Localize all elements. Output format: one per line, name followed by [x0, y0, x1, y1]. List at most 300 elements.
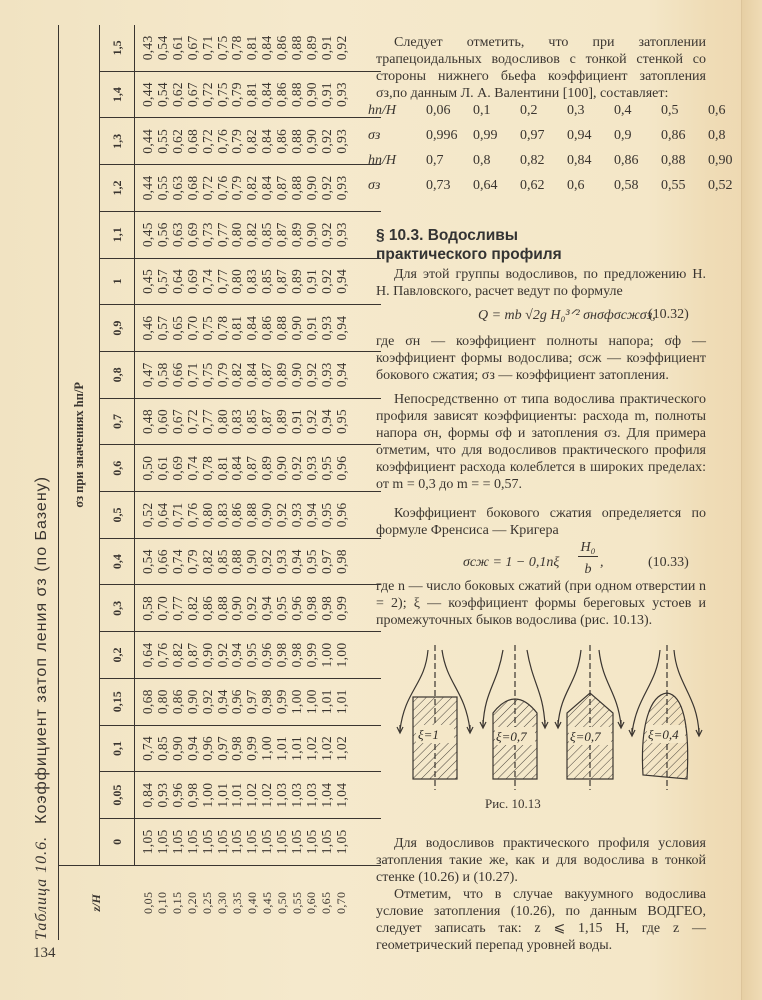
valentini-table	[368, 98, 755, 198]
valentini-cell: 0,97	[520, 127, 545, 143]
table-cell: 0,92	[244, 595, 260, 621]
table-cell: 0,99	[303, 642, 319, 668]
table-cell: 0,75	[214, 82, 230, 108]
table-cell: 1,01	[214, 782, 230, 808]
table-cell: 0,77	[169, 595, 185, 621]
valentini-cell: 0,55	[661, 177, 686, 193]
table-cell: 0,61	[154, 455, 170, 481]
table-cell: 0,75	[199, 315, 215, 341]
valentini-cell: 0,2	[520, 102, 538, 118]
valentini-cell: 0,5	[661, 102, 679, 118]
table-cell: 1,05	[303, 829, 319, 855]
table-cell: 0,88	[289, 35, 305, 61]
table-cell: 0,83	[244, 269, 260, 294]
hp-column-header: 0	[100, 819, 135, 866]
table-cell: 0,71	[169, 502, 185, 528]
table-cell: 0,83	[229, 409, 245, 434]
table-cell: 0,98	[274, 642, 290, 668]
table-cell: 1,01	[333, 689, 349, 715]
table-cell: 0,90	[244, 549, 260, 575]
table-cell: 0,78	[229, 35, 245, 61]
table-cell: 0,79	[214, 362, 230, 388]
formula-10-33-left: σсж = 1 − 0,1nξ	[463, 555, 560, 570]
hp-column-header: 0,8	[100, 351, 135, 398]
table-cell: 0,88	[289, 175, 305, 201]
hp-values-column	[135, 305, 382, 352]
pier-shape-coefficient-label: ξ=0,7	[570, 729, 601, 744]
table-cell: 0,54	[140, 549, 155, 575]
table-cell: 0,47	[140, 362, 155, 388]
table-cell: 0,44	[140, 82, 155, 108]
formula-10-33-number: (10.33)	[648, 555, 689, 570]
table-cell: 0,96	[333, 502, 349, 528]
table-cell: 0,95	[274, 595, 290, 621]
table-cell: 0,73	[199, 222, 215, 248]
zH-value: 0,60	[304, 891, 319, 914]
hp-column-header: 1,1	[100, 211, 135, 258]
hp-values-column	[135, 492, 382, 539]
valentini-cell: 0,3	[567, 102, 585, 118]
table-cell: 0,88	[244, 502, 260, 528]
table-cell: 0,92	[259, 549, 275, 575]
table-cell: 0,82	[244, 222, 260, 248]
zH-value: 0,10	[155, 891, 170, 914]
table-cell: 0,97	[318, 549, 334, 575]
table-cell: 0,87	[184, 642, 200, 668]
table-cell: 0,94	[318, 409, 334, 434]
flooding-coefficient-table	[58, 25, 381, 940]
table-cell: 1,05	[289, 829, 305, 855]
valentini-cell: 0,7	[426, 152, 444, 168]
table-cell: 0,88	[274, 315, 290, 341]
table-cell: 1,00	[303, 689, 319, 715]
zH-value: 0,35	[229, 891, 244, 914]
group-header: σз при значениях hп/P	[59, 25, 100, 865]
hp-values-column	[135, 398, 382, 445]
table-cell: 0,96	[199, 736, 215, 761]
table-cell: 0,98	[184, 782, 200, 808]
table-cell: 0,94	[214, 689, 230, 715]
table-cell: 1,01	[289, 736, 305, 761]
table-cell: 0,88	[289, 128, 305, 154]
table-cell: 0,92	[318, 175, 334, 201]
table-cell: 1,00	[318, 642, 334, 668]
table-cell: 0,64	[154, 502, 170, 528]
table-cell: 1,05	[140, 829, 155, 855]
table-cell: 0,81	[214, 455, 230, 481]
valentini-cell: 0,52	[708, 177, 733, 193]
paragraph-valentini-intro: Следует отметить, что при затоплении трапецоидальных водосливов с тонкой стенкой со стороны нижнего бьефа коэффициент затопления σз,по данным Л. А. Валентини [100], составляет:	[376, 35, 706, 101]
table-cell: 0,48	[140, 409, 155, 434]
table-cell: 1,00	[289, 689, 305, 715]
table-cell: 0,98	[259, 689, 275, 715]
table-cell: 1,05	[199, 829, 215, 855]
hp-column-header: 0,2	[100, 632, 135, 679]
table-cell: 0,81	[244, 82, 260, 108]
table-cell: 0,98	[229, 736, 245, 761]
table-cell: 0,86	[169, 689, 185, 715]
table-cell: 0,92	[318, 128, 334, 154]
table-cell: 0,84	[244, 315, 260, 341]
hp-column-header: 0,05	[100, 772, 135, 819]
table-cell: 0,62	[169, 82, 185, 108]
valentini-cell: 0,99	[473, 127, 498, 143]
hp-values-column	[135, 71, 382, 118]
table-cell: 0,57	[154, 315, 170, 341]
table-cell: 0,89	[259, 455, 275, 481]
table-cell: 0,87	[244, 455, 260, 481]
table-cell: 0,65	[169, 315, 185, 341]
hp-values-column	[135, 678, 382, 725]
table-cell: 0,84	[229, 455, 245, 481]
table-cell: 1,01	[274, 736, 290, 761]
hp-values-column	[135, 538, 382, 585]
table-cell: 0,93	[274, 549, 290, 575]
table-cell: 0,90	[303, 128, 319, 154]
table-cell: 0,90	[229, 595, 245, 621]
table-cell: 0,80	[199, 502, 215, 528]
table-cell: 0,46	[140, 315, 155, 341]
table-cell: 0,63	[169, 222, 185, 248]
hp-values-column	[135, 211, 382, 258]
table-cell: 0,84	[259, 175, 275, 201]
table-cell: 0,66	[169, 362, 185, 388]
valentini-cell: 0,06	[426, 102, 451, 118]
zH-value: 0,30	[215, 891, 230, 914]
valentini-cell: 0,88	[661, 152, 686, 168]
table-cell: 1,04	[318, 782, 334, 808]
table-cell: 0,80	[214, 409, 230, 434]
table-cell: 0,76	[154, 642, 170, 668]
section-heading	[376, 226, 676, 264]
table-cell: 0,93	[333, 222, 349, 248]
table-cell: 1,00	[333, 642, 349, 668]
table-cell: 0,93	[333, 128, 349, 154]
zH-value: 0,05	[140, 891, 155, 914]
table-cell: 1,00	[259, 736, 275, 761]
table-cell: 0,96	[169, 782, 185, 808]
table-cell: 0,72	[199, 175, 215, 201]
section-heading-line2: практического профиля	[376, 246, 562, 263]
valentini-cell: 0,8	[708, 127, 726, 143]
zH-value: 0,45	[259, 891, 274, 914]
paragraph-pavlovsky: Для этой группы водосливов, по предложению Н. Н. Павловского, расчет ведут по формуле	[376, 267, 706, 299]
zH-value: 0,40	[244, 891, 259, 914]
valentini-cell: 0,1	[473, 102, 491, 118]
table-cell: 1,02	[303, 736, 319, 761]
table-cell: 0,83	[214, 502, 230, 528]
table-cell: 0,86	[274, 128, 290, 154]
formula-10-33-numerator: H₀	[578, 540, 598, 557]
values-row	[135, 25, 382, 940]
table-cell: 0,67	[169, 409, 185, 434]
hp-column-header: 0,9	[100, 305, 135, 352]
pier-shape-coefficient-label: ξ=1	[418, 727, 439, 742]
paragraph-coefficient-types: Непосредственно от типа водослива практического профиля зависят коэффициенты: расхода m, полноты напора σн, формы σф и затопления σз. Для примера отметим, что для водосливов практического профиля коэффициент расхода колеблется в широких пределах: от m = 0,3 до m = = 0,57.	[376, 392, 706, 492]
table-cell: 0,78	[214, 315, 230, 341]
table-cell: 0,91	[289, 409, 305, 434]
hp-values-column	[135, 118, 382, 165]
zH-value: 0,50	[274, 891, 289, 914]
table-cell: 0,89	[303, 35, 319, 61]
table-cell: 0,74	[140, 736, 155, 761]
table-cell: 0,79	[229, 128, 245, 154]
table-cell: 0,90	[169, 736, 185, 761]
table-cell: 0,86	[229, 502, 245, 528]
hp-column-header: 1,4	[100, 71, 135, 118]
table-cell: 1,03	[303, 782, 319, 808]
table-cell: 0,90	[199, 642, 215, 668]
table-cell: 0,87	[274, 222, 290, 248]
zH-values-column	[135, 865, 382, 940]
table-cell: 0,91	[318, 82, 334, 108]
table-cell: 0,80	[154, 689, 170, 715]
table-cell: 0,56	[154, 222, 170, 248]
table-cell: 0,90	[289, 362, 305, 388]
zH-value: 0,20	[185, 891, 200, 914]
table-cell: 0,67	[184, 35, 200, 61]
table-cell: 0,64	[140, 642, 155, 668]
table-cell: 0,82	[169, 642, 185, 668]
table-cell: 1,00	[199, 782, 215, 808]
table-cell: 1,05	[184, 829, 200, 855]
table-cell: 0,76	[214, 128, 230, 154]
valentini-cell: 0,58	[614, 177, 639, 193]
table-cell: 0,79	[229, 82, 245, 108]
table-cell: 0,80	[229, 269, 245, 294]
paragraph-submersion-conditions: Для водосливов практического профиля условия затопления такие же, как и для водослива в тонкой стенке (10.26) и (10.27).	[376, 836, 706, 885]
hp-column-header: 1,3	[100, 118, 135, 165]
table-cell: 0,96	[289, 595, 305, 621]
hp-values-column	[135, 632, 382, 679]
table-cell: 0,94	[259, 595, 275, 621]
table-cell: 0,99	[274, 689, 290, 715]
paragraph-coefficients-def: где σн — коэффициент полноты напора; σф — коэффициент формы водослива; σсж — коэффициент бокового сжатия; σз — коэффициент затопления.	[376, 334, 706, 383]
hp-values-column	[135, 585, 382, 632]
valentini-cell: 0,86	[661, 127, 686, 143]
table-cell: 0,90	[184, 689, 200, 715]
paragraph-francis-kriger: Коэффициент бокового сжатия определяется по формуле Френсиса — Кригера	[376, 506, 706, 538]
table-cell: 0,69	[184, 269, 200, 294]
table-cell: 0,44	[140, 175, 155, 201]
valentini-cell: 0,90	[708, 152, 733, 168]
formula-10-32-expr: Q = mb √2g H₀³ᐟ² σнσфσсжσз,	[478, 308, 656, 323]
valentini-row-label: σз	[368, 177, 381, 193]
table-cell: 0,94	[333, 362, 349, 388]
hp-column-header: 0,3	[100, 585, 135, 632]
hp-column-header: 0,15	[100, 678, 135, 725]
table-cell: 0,79	[229, 175, 245, 201]
valentini-cell: 0,62	[520, 177, 545, 193]
valentini-row	[368, 148, 755, 173]
hp-column-header: 0,6	[100, 445, 135, 492]
table-cell: 0,67	[184, 82, 200, 108]
formula-10-32	[478, 307, 708, 324]
hp-values-column	[135, 25, 382, 71]
pier-shape-coefficient-label: ξ=0,4	[648, 727, 679, 742]
table-cell: 0,86	[274, 82, 290, 108]
valentini-cell: 0,73	[426, 177, 451, 193]
table-cell: 0,92	[199, 689, 215, 715]
table-cell: 0,68	[140, 689, 155, 715]
table-cell: 0,96	[259, 642, 275, 668]
row-header-zH: z/H	[59, 865, 135, 940]
table-cell: 0,98	[303, 595, 319, 621]
table-cell: 0,80	[229, 222, 245, 248]
table-cell: 1,01	[229, 782, 245, 808]
hp-column-header: 0,7	[100, 398, 135, 445]
table-cell: 0,85	[244, 409, 260, 434]
table-cell: 0,88	[229, 549, 245, 575]
section-heading-line1: § 10.3. Водосливы	[376, 227, 519, 244]
table-cell: 0,92	[303, 409, 319, 434]
table-cell: 0,99	[333, 595, 349, 621]
table-cell: 0,81	[244, 35, 260, 61]
table-cell: 0,85	[259, 222, 275, 248]
table-caption-label: Таблица 10.6.	[33, 835, 50, 940]
table-cell: 1,05	[318, 829, 334, 855]
table-cell: 0,86	[259, 315, 275, 341]
table-cell: 0,94	[229, 642, 245, 668]
valentini-cell: 0,94	[567, 127, 592, 143]
table-cell: 0,71	[199, 35, 215, 61]
hp-column-header: 1,2	[100, 165, 135, 212]
valentini-row-label: hп/H	[368, 152, 396, 168]
zH-value: 0,25	[200, 891, 215, 914]
table-cell: 0,92	[318, 222, 334, 248]
table-cell: 1,05	[169, 829, 185, 855]
table-cell: 0,92	[289, 455, 305, 481]
valentini-row	[368, 98, 755, 123]
table-cell: 0,75	[214, 35, 230, 61]
table-cell: 0,90	[303, 82, 319, 108]
table-cell: 0,69	[169, 455, 185, 481]
hp-column-header: 0,5	[100, 492, 135, 539]
table-cell: 0,76	[214, 175, 230, 201]
table-cell: 0,77	[199, 409, 215, 434]
table-cell: 0,71	[184, 362, 200, 388]
table-cell: 1,02	[318, 736, 334, 761]
table-cell: 0,92	[318, 269, 334, 294]
table-cell: 0,61	[169, 35, 185, 61]
table-cell: 0,66	[154, 549, 170, 575]
hp-column-header: 0,1	[100, 725, 135, 772]
table-cell: 0,98	[289, 642, 305, 668]
table-cell: 0,93	[333, 175, 349, 201]
table-cell: 1,05	[259, 829, 275, 855]
table-cell: 0,87	[274, 269, 290, 294]
table-cell: 0,68	[184, 175, 200, 201]
zH-value: 0,65	[319, 891, 334, 914]
table-cell: 1,02	[244, 782, 260, 808]
table-cell: 0,54	[154, 82, 170, 108]
figure-10-13-pier-shapes	[385, 645, 715, 795]
table-cell: 0,55	[154, 128, 170, 154]
table-cell: 0,92	[214, 642, 230, 668]
table-cell: 0,90	[303, 222, 319, 248]
table-cell: 0,89	[289, 222, 305, 248]
table-cell: 0,94	[333, 315, 349, 341]
table-cell: 0,88	[289, 82, 305, 108]
table-cell: 0,89	[274, 362, 290, 388]
table-cell: 0,84	[244, 362, 260, 388]
table-cell: 0,95	[303, 549, 319, 575]
valentini-cell: 0,9	[614, 127, 632, 143]
table-cell: 0,94	[289, 549, 305, 575]
table-cell: 0,99	[244, 736, 260, 761]
table-cell: 0,54	[154, 35, 170, 61]
table-cell: 1,03	[274, 782, 290, 808]
table-cell: 1,05	[154, 829, 170, 855]
table-cell: 0,79	[184, 549, 200, 575]
table-cell: 0,86	[199, 595, 215, 621]
table-cell: 0,77	[214, 222, 230, 248]
hp-values-column	[135, 772, 382, 819]
table-cell: 1,05	[274, 829, 290, 855]
table-cell: 0,82	[244, 128, 260, 154]
valentini-row-label: hп/H	[368, 102, 396, 118]
table-cell: 1,05	[244, 829, 260, 855]
table-cell: 0,90	[259, 502, 275, 528]
valentini-cell: 0,996	[426, 127, 458, 143]
table-cell: 0,70	[154, 595, 170, 621]
table-cell: 0,50	[140, 455, 155, 481]
table-cell: 0,84	[259, 128, 275, 154]
table-cell: 0,98	[333, 549, 349, 575]
table-cell: 0,76	[184, 502, 200, 528]
table-cell: 0,45	[140, 269, 155, 294]
table-cell: 0,93	[289, 502, 305, 528]
table-cell: 0,92	[303, 362, 319, 388]
zH-value: 0,55	[289, 891, 304, 914]
table-cell: 0,95	[318, 502, 334, 528]
table-cell: 0,89	[274, 409, 290, 434]
table-cell: 0,74	[199, 269, 215, 294]
table-cell: 0,78	[199, 455, 215, 481]
table-cell: 0,70	[184, 315, 200, 341]
table-cell: 0,85	[214, 549, 230, 575]
valentini-cell: 0,86	[614, 152, 639, 168]
table-cell: 0,96	[229, 689, 245, 715]
table-cell: 0,94	[303, 502, 319, 528]
table-cell: 0,92	[333, 35, 349, 61]
table-cell: 0,91	[318, 35, 334, 61]
table-cell: 1,02	[333, 736, 349, 761]
valentini-cell: 0,82	[520, 152, 545, 168]
rotated-table-block	[30, 25, 360, 940]
table-cell: 0,95	[244, 642, 260, 668]
table-cell: 0,72	[199, 82, 215, 108]
table-cell: 0,58	[140, 595, 155, 621]
table-caption-text: Коэффициент затоп ления σз (по Базену)	[33, 476, 50, 824]
table-cell: 0,45	[140, 222, 155, 248]
table-cell: 0,57	[154, 269, 170, 294]
table-cell: 0,82	[244, 175, 260, 201]
table-cell: 0,69	[184, 222, 200, 248]
table-cell: 0,90	[289, 315, 305, 341]
table-cell: 0,81	[229, 315, 245, 341]
hp-column-header: 1,5	[100, 25, 135, 71]
table-cell: 0,89	[289, 269, 305, 294]
table-cell: 0,72	[184, 409, 200, 434]
hp-values-column	[135, 351, 382, 398]
paragraph-n-xi-def: где n — число боковых сжатий (при одном отверстии n = 2); ξ — коэффициент формы береговых устоев и промежуточных быков водослива (рис. 10.13).	[376, 579, 706, 628]
table-cell: 0,94	[333, 269, 349, 294]
valentini-cell: 0,6	[708, 102, 726, 118]
hp-values-column	[135, 819, 382, 866]
table-cell: 1,05	[229, 829, 245, 855]
table-cell: 0,74	[184, 455, 200, 481]
